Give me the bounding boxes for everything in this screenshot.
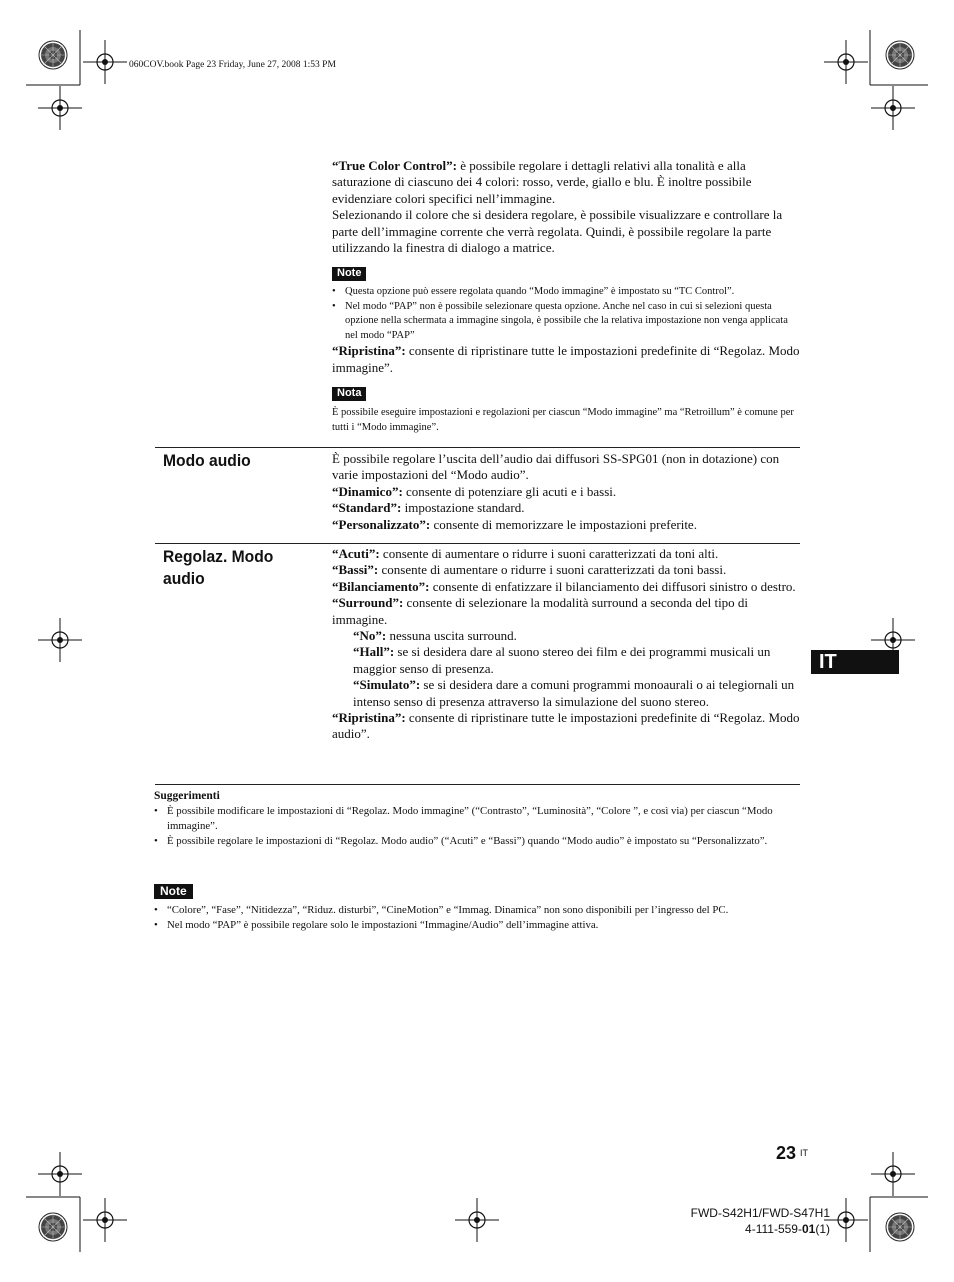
sub-option-text: nessuna uscita surround. [386, 628, 517, 644]
note-item: • Nel modo “PAP” non è possibile selezionare questa opzione. Anche nel caso in cui si selezioni questa opzione nella schermata a immagine singola, è possibile che la relativa impostazione non venga applicata nel modo “PAP” [332, 300, 802, 344]
option-label: “Personalizzato”: [332, 516, 431, 532]
option-text: consente di aumentare o ridurre i suoni caratterizzati da toni bassi. [378, 562, 727, 578]
part-suffix: (1) [815, 1222, 830, 1236]
language-tab: IT [811, 650, 899, 674]
option-label: “Standard”: [332, 500, 402, 516]
note-item: • Nel modo “PAP” è possibile regolare solo le impostazioni “Immagine/Audio” dell’immagine attiva. [154, 918, 802, 933]
reset-label: “Ripristina”: [332, 710, 406, 726]
regolaz-audio-title [163, 546, 273, 590]
bottom-note-section [154, 884, 802, 933]
suggerimenti-item: • È possibile regolare le impostazioni di “Regolaz. Modo audio” (“Acuti” e “Bassi”) quando “Modo audio” è impostato su “Personalizzato”. [154, 834, 802, 849]
reset-text: consente di ripristinare tutte le impostazioni predefinite di “Regolaz. Modo audio”. [332, 710, 800, 742]
option-text: consente di aumentare o ridurre i suoni caratterizzati da toni alti. [379, 546, 719, 561]
section-divider [155, 784, 800, 785]
rosette-mark [886, 41, 914, 69]
note-list [332, 285, 802, 343]
note-badge: Note [154, 884, 193, 899]
rosette-mark [886, 1213, 914, 1241]
crosshair-mark [38, 86, 82, 130]
sub-option-label: “Simulato”: [353, 677, 421, 693]
crosshair-mark [83, 40, 127, 84]
section-divider [155, 447, 800, 448]
section-divider [155, 543, 800, 544]
true-color-section [332, 158, 802, 435]
nota-text: È possibile eseguire impostazioni e regolazioni per ciascun “Modo immagine” ma “Retroillum” è comune per tutti i “Modo immagine”. [332, 407, 794, 434]
option-label: “Surround”: [332, 595, 404, 611]
suggerimenti-list [154, 804, 802, 849]
regolaz-audio-body [332, 546, 802, 743]
sub-option-text: se si desidera dare al suono stereo dei film e dei programmi musicali un maggior senso di presenza. [353, 644, 771, 676]
crosshair-mark [83, 1198, 127, 1242]
reset-text: consente di ripristinare tutte le impostazioni predefinite di “Regolaz. Modo immagine”. [332, 343, 800, 375]
model-name: FWD-S42H1/FWD-S47H1 [690, 1206, 830, 1220]
crosshair-mark [871, 86, 915, 130]
title-line: Regolaz. Modo [163, 547, 274, 566]
part-prefix: 4-111-559- [745, 1222, 802, 1236]
crosshair-mark [824, 40, 868, 84]
crosshair-mark [38, 618, 82, 662]
title-line: audio [163, 569, 205, 588]
page-number: 23 [776, 1143, 797, 1163]
option-label: “Acuti”: [332, 546, 380, 561]
suggerimenti-item: • È possibile modificare le impostazioni di “Regolaz. Modo immagine” (“Contrasto”, “Luminosità”, “Colore ”, e così via) per ciascun “Modo immagine”. [154, 804, 802, 834]
modo-audio-intro: È possibile regolare l’uscita dell’audio dai diffusori SS-SPG01 (non in dotazione) con varie impostazioni del “Modo audio”. [332, 451, 780, 483]
tc-text: è possibile regolare i dettagli relativi alla tonalità e alla saturazione di ciascuno dei 4 colori: rosso, verde, giallo e blu. È inoltre possibile evidenziare colori specifici nell’immagine. [332, 158, 752, 206]
crosshair-mark [455, 1198, 499, 1242]
reset-label: “Ripristina”: [332, 343, 406, 359]
suggerimenti-title: Suggerimenti [154, 790, 220, 802]
option-text: consente di enfatizzare il bilanciamento dei diffusori sinistro o destro. [429, 578, 796, 594]
crosshair-mark [871, 1152, 915, 1196]
tc-text2: Selezionando il colore che si desidera regolare, è possibile visualizzare e controllare la parte dell’immagine corrente che verrà regolata. Quindi, è possibile regolare la parte utilizzando la finestra di dialogo a matrice. [332, 207, 783, 256]
option-label: “Dinamico”: [332, 483, 403, 499]
option-text: consente di selezionare la modalità surround a seconda del tipo di immagine. [332, 595, 749, 627]
bottom-note-list [154, 903, 802, 933]
rosette-mark [39, 41, 67, 69]
sub-option-label: “Hall”: [353, 644, 395, 660]
option-label: “Bassi”: [332, 562, 379, 578]
crosshair-mark [824, 1198, 868, 1242]
option-text: impostazione standard. [401, 500, 525, 516]
option-label: “Bilanciamento”: [332, 578, 430, 594]
modo-audio-body [332, 451, 802, 533]
rosette-mark [39, 1213, 67, 1241]
option-text: consente di potenziare gli acuti e i bassi. [402, 483, 617, 499]
part-number [691, 1221, 830, 1237]
model-info [691, 1205, 830, 1237]
note-item: • Questa opzione può essere regolata quando “Modo immagine” è impostato su “TC Control”. [332, 285, 802, 300]
suggerimenti-section [154, 789, 802, 849]
option-text: consente di memorizzare le impostazioni preferite. [430, 516, 697, 532]
sub-option-text: se si desidera dare a comuni programmi monoaurali o ai telegiornali un intenso senso di presenza attraverso la simulazione del suono stereo. [353, 677, 795, 709]
tc-label: “True Color Control”: [332, 158, 457, 173]
file-info-header: 060COV.book Page 23 Friday, June 27, 2008 1:53 PM [129, 60, 336, 70]
part-bold: 01 [801, 1222, 816, 1236]
note-badge: Note [332, 267, 366, 281]
crosshair-mark [38, 1152, 82, 1196]
sub-option-label: “No”: [353, 628, 387, 644]
modo-audio-title: Modo audio [163, 451, 251, 470]
page-number-suffix: IT [800, 1148, 808, 1158]
note-item: • “Colore”, “Fase”, “Nitidezza”, “Riduz. disturbi”, “CineMotion” e “Immag. Dinamica” non sono disponibili per l’ingresso del PC. [154, 903, 802, 918]
nota-badge: Nota [332, 387, 366, 401]
